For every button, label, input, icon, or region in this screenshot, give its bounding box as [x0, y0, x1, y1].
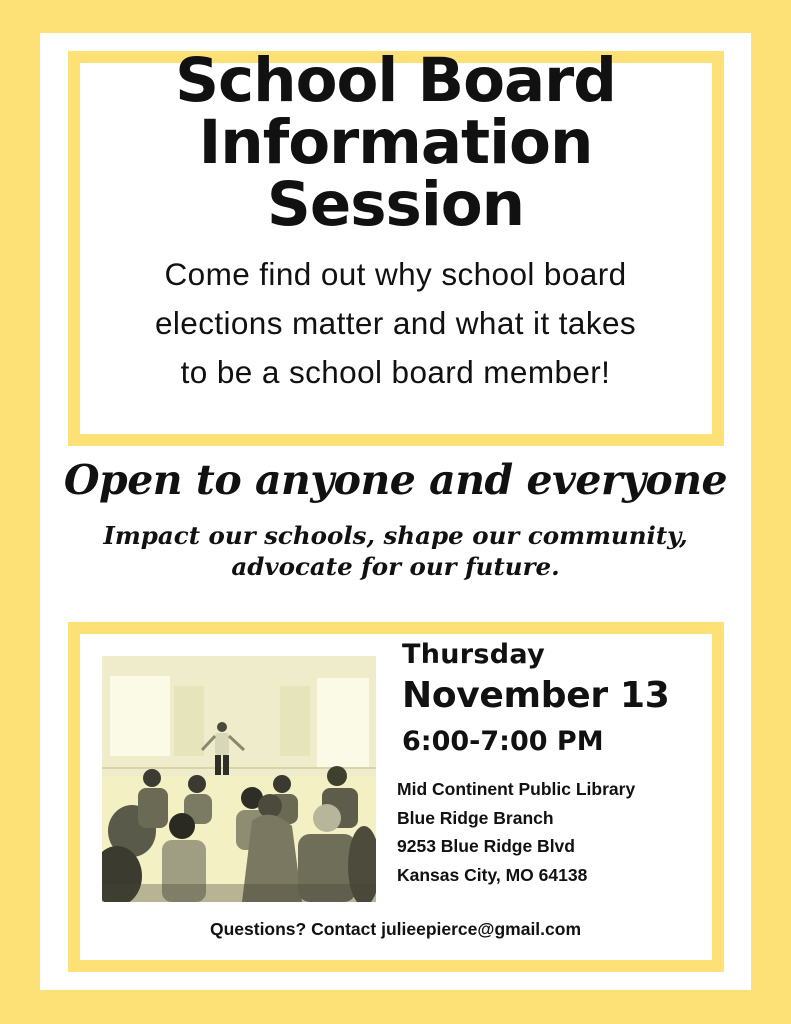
meeting-audience-photo — [102, 656, 376, 902]
title-line-1: School Board — [175, 45, 616, 116]
subtitle-line-1: Come find out why school board — [164, 256, 627, 292]
tagline-line-1: Impact our schools, shape our community, — [103, 521, 688, 550]
event-date: November 13 — [402, 675, 670, 716]
tagline — [0, 520, 791, 582]
flyer-title — [0, 45, 791, 240]
event-day: Thursday — [402, 639, 545, 670]
tagline-line-2: advocate for our future. — [231, 552, 560, 581]
event-time: 6:00-7:00 PM — [402, 726, 604, 757]
subtitle-line-3: to be a school board member! — [180, 354, 611, 390]
subtitle-line-2: elections matter and what it takes — [154, 305, 637, 341]
open-to-everyone-heading: Open to anyone and everyone — [63, 456, 728, 504]
title-line-2: Information — [198, 107, 593, 178]
title-line-3: Session — [266, 169, 525, 240]
location-line-1: Mid Continent Public Library — [397, 779, 636, 799]
contact-line: Questions? Contact julieepierce@gmail.com — [209, 919, 582, 939]
location-line-4: Kansas City, MO 64138 — [397, 864, 588, 885]
flyer-subtitle — [0, 250, 791, 397]
location-line-3: 9253 Blue Ridge Blvd — [397, 836, 575, 856]
location-line-2: Blue Ridge Branch — [397, 807, 554, 828]
event-location — [397, 775, 635, 889]
